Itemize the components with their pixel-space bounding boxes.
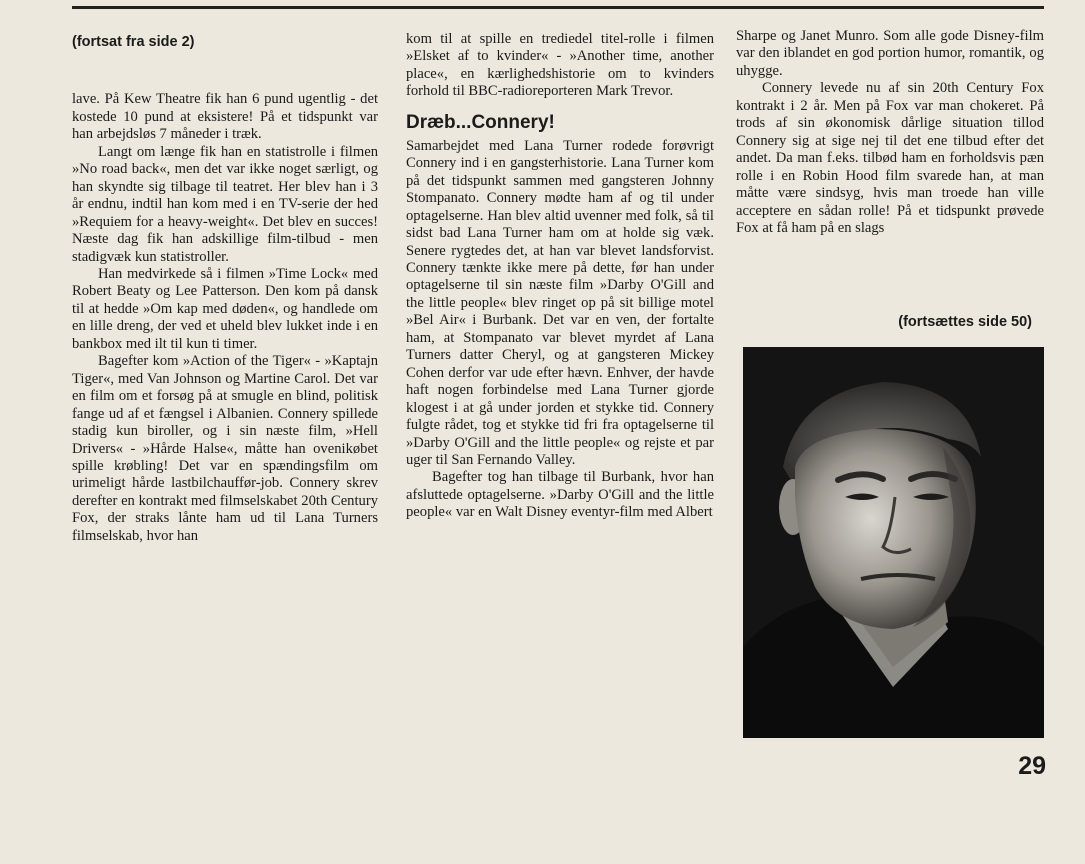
portrait-photo	[743, 347, 1044, 738]
page-number: 29	[1018, 752, 1046, 780]
paragraph: lave. På Kew Theatre fik han 6 pund ugentlig - det kostede 10 pund at eksistere! På et tidspunkt var han arbejdsløs 7 måneder i træk.	[72, 91, 378, 143]
paragraph: kom til at spille en trediedel titel-rolle i filmen »Elsket af to kvinder« - »Another time, another place«, en kærlighedshistorie om to kvinders forhold til BBC-radioreporteren Mark Trevor.	[406, 31, 714, 100]
paragraph: Samarbejdet med Lana Turner rodede forøvrigt Connery ind i en gangsterhistorie. Lana Turner kom på det tidspunkt sammen med gangsteren Johnny Stompanato. Connery mødte ham af og til under optagelserne. Han blev altid uvenner med folk, så til sidst bad Lana Turner ham om at holde sig væk. Senere rygtedes det, at han var blevet landsforvist. Connery tænkte ikke mere på dette, før han under optagelserne til sin næste film »Darby O'Gill and the little people« blev ringet op på sit billige motel »Bel Air« i Burbank. Det var en ven, der fortalte ham, at Stompanato var blevet myrdet af Lana Turners datter Cheryl, og at gangsteren Mickey Cohen derfor var ude efter hævn. Enhver, der havde haft nogen forbindelse med Lana Turner gjorde klogest i at gå under jorden et stykke tid. Connery fulgte rådet, tog et stykke tid fri fra optagelserne til »Darby O'Gill and the little people« og rejste et par uger til San Fernando Valley.	[406, 137, 714, 468]
column-3	[736, 28, 1044, 237]
paragraph: Langt om længe fik han en statistrolle i filmen »No road back«, men det var ikke noget særligt, og han skyndte sig tilbage til teatret. Her blev han i 3 år endnu, indtil han kom med i en TV-serie der hed »Requiem for a heavy-weight«. Det blev en succes! Næste dag fik han adskillige film-tilbud - men stadigvæk kun statistroller.	[72, 143, 378, 265]
portrait-illustration	[743, 347, 1044, 738]
paragraph: Sharpe og Janet Munro. Som alle gode Disney-film var den iblandet en god portion humor, romantik, og uhygge.	[736, 28, 1044, 79]
paragraph: Bagefter kom »Action of the Tiger« - »Kaptajn Tiger«, med Van Johnson og Martine Carol. Det var en film om et forsøg på at smugle en blind, politisk fange ud af et fængsel i Albanien. Connery spillede stadig kun biroller, og i sin næste film, »Hell Drivers« - »Hårde Halse«, måtte han ovenikøbet spille krøbling! Det var en spændingsfilm om urimeligt hårde lastbilchauffør-job. Connery skrev derefter en kontrakt med filmselskabet 20th Century Fox, der straks lånte ham ud til Lana Turners filmselskab, hvor han	[72, 353, 378, 544]
continued-from-label: (fortsat fra side 2)	[72, 34, 195, 50]
column-1	[72, 28, 378, 545]
paragraph: Han medvirkede så i filmen »Time Lock« med Robert Beaty og Lee Patterson. Den kom på dansk til at hedde »Om kap med døden«, og handlede om en lille dreng, der ved et uheld blev lukket inde i en bankbox med ilt til kun ti timer.	[72, 265, 378, 352]
paragraph: Connery levede nu af sin 20th Century Fox kontrakt i 2 år. Men på Fox var man chokeret. På trods af sin økonomisk dårlige situation tillod Connery sig at sige nej til det ene tilbud efter det andet. Da man f.eks. tilbød ham en forholdsvis pæn rolle i en Robin Hood film svarede han, at man måtte være sindsyg, hvis man troede han ville acceptere en sådan rolle! På et tidspunkt prøvede Fox at få ham på en slags	[736, 80, 1044, 236]
paragraph: Bagefter tog han tilbage til Burbank, hvor han afsluttede optagelserne. »Darby O'Gill and the little people« var en Walt Disney eventyr-film med Albert	[406, 469, 714, 521]
column-2	[406, 31, 714, 522]
top-rule	[72, 6, 1044, 9]
section-heading: Dræb...Connery!	[406, 111, 555, 133]
continued-to-label: (fortsættes side 50)	[898, 314, 1032, 330]
